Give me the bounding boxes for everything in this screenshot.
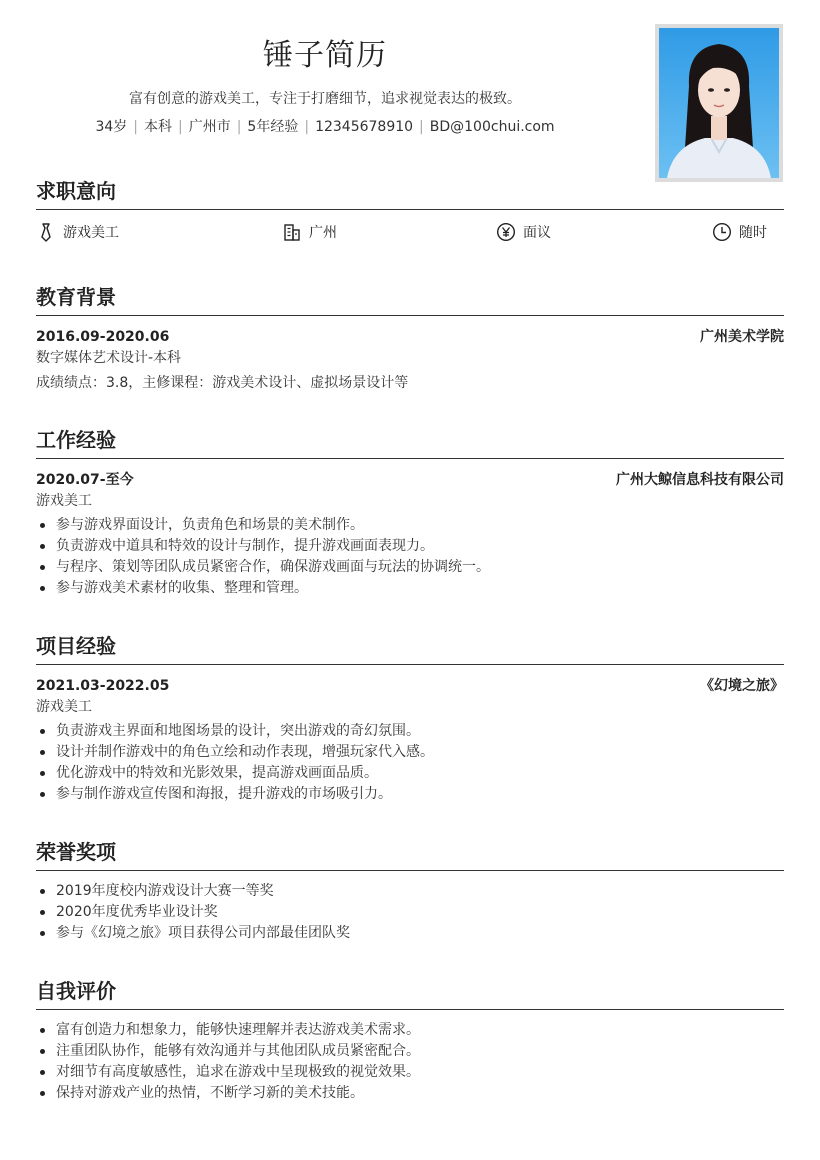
- work-role: 游戏美工: [36, 493, 92, 509]
- work-dates: 2020.07-至今: [36, 472, 134, 488]
- project-header-row: [36, 676, 784, 696]
- separator: |: [133, 119, 138, 135]
- intent-availability-label: 随时: [739, 225, 767, 241]
- intent-position: [36, 222, 119, 242]
- contact-email: BD@100chui.com: [429, 119, 555, 135]
- intent-availability: [712, 222, 767, 242]
- yen-icon: [496, 222, 516, 242]
- section-divider: [36, 664, 784, 665]
- education-detail: 成绩绩点：3.8，主修课程：游戏美术设计、虚拟场景设计等: [36, 375, 409, 391]
- portrait-illustration: [659, 28, 779, 178]
- education-school: 广州美术学院: [700, 329, 784, 345]
- list-item: 保持对游戏产业的热情，不断学习新的美术技能。: [36, 1083, 420, 1104]
- section-divider: [36, 1009, 784, 1010]
- education-major: 数字媒体艺术设计-本科: [36, 350, 182, 366]
- separator: |: [236, 119, 242, 135]
- education-header-row: [36, 327, 784, 347]
- list-item: 注重团队协作，能够有效沟通并与其他团队成员紧密配合。: [36, 1041, 420, 1062]
- contact-line: [36, 116, 614, 136]
- list-item: 2019年度校内游戏设计大赛一等奖: [36, 881, 350, 902]
- project-role: 游戏美工: [36, 699, 92, 715]
- list-item: 负责游戏主界面和地图场景的设计，突出游戏的奇幻氛围。: [36, 721, 434, 742]
- separator: |: [304, 119, 310, 135]
- work-company: 广州大鲸信息科技有限公司: [616, 472, 784, 488]
- section-title-education: 教育背景: [36, 285, 116, 309]
- job-intent-row: [36, 222, 784, 248]
- clock-icon: [712, 222, 732, 242]
- section-divider: [36, 315, 784, 316]
- intent-salary: [496, 222, 551, 242]
- building-icon: [282, 222, 302, 242]
- work-bullet-list: [36, 515, 490, 599]
- list-item: 对细节有高度敏感性，追求在游戏中呈现极致的视觉效果。: [36, 1062, 420, 1083]
- section-divider: [36, 870, 784, 871]
- list-item: 负责游戏中道具和特效的设计与制作，提升游戏画面表现力。: [36, 536, 490, 557]
- section-title-intent: 求职意向: [36, 179, 116, 203]
- project-dates: 2021.03-2022.05: [36, 678, 170, 694]
- honors-bullet-list: [36, 881, 350, 944]
- list-item: 参与制作游戏宣传图和海报，提升游戏的市场吸引力。: [36, 784, 434, 805]
- project-name: 《幻境之旅》: [700, 678, 784, 694]
- profile-photo: [655, 24, 783, 182]
- tie-icon: [36, 222, 56, 242]
- self-bullet-list: [36, 1020, 420, 1104]
- resume-name: 锤子简历: [263, 38, 387, 73]
- contact-age: 34岁: [95, 119, 128, 135]
- section-divider: [36, 209, 784, 210]
- intent-city-label: 广州: [309, 225, 337, 241]
- contact-city: 广州市: [188, 119, 231, 135]
- intent-city: [282, 222, 337, 242]
- intent-salary-label: 面议: [523, 225, 551, 241]
- list-item: 富有创造力和想象力，能够快速理解并表达游戏美术需求。: [36, 1020, 420, 1041]
- section-title-work: 工作经验: [36, 428, 116, 452]
- education-dates: 2016.09-2020.06: [36, 329, 170, 345]
- list-item: 2020年度优秀毕业设计奖: [36, 902, 350, 923]
- list-item: 参与游戏界面设计，负责角色和场景的美术制作。: [36, 515, 490, 536]
- list-item: 设计并制作游戏中的角色立绘和动作表现，增强玩家代入感。: [36, 742, 434, 763]
- list-item: 与程序、策划等团队成员紧密合作，确保游戏画面与玩法的协调统一。: [36, 557, 490, 578]
- section-title-self: 自我评价: [36, 979, 116, 1003]
- contact-phone: 12345678910: [315, 119, 414, 135]
- section-divider: [36, 458, 784, 459]
- list-item: 优化游戏中的特效和光影效果，提高游戏画面品质。: [36, 763, 434, 784]
- project-bullet-list: [36, 721, 434, 805]
- section-title-project: 项目经验: [36, 634, 116, 658]
- list-item: 参与游戏美术素材的收集、整理和管理。: [36, 578, 490, 599]
- separator: |: [177, 119, 183, 135]
- intent-position-label: 游戏美工: [63, 225, 119, 241]
- separator: |: [419, 119, 424, 135]
- list-item: 参与《幻境之旅》项目获得公司内部最佳团队奖: [36, 923, 350, 944]
- work-header-row: [36, 470, 784, 490]
- contact-degree: 本科: [143, 119, 172, 135]
- section-title-honors: 荣誉奖项: [36, 840, 116, 864]
- contact-experience: 5年经验: [247, 119, 299, 135]
- tagline: 富有创意的游戏美工，专注于打磨细节，追求视觉表达的极致。: [129, 91, 521, 107]
